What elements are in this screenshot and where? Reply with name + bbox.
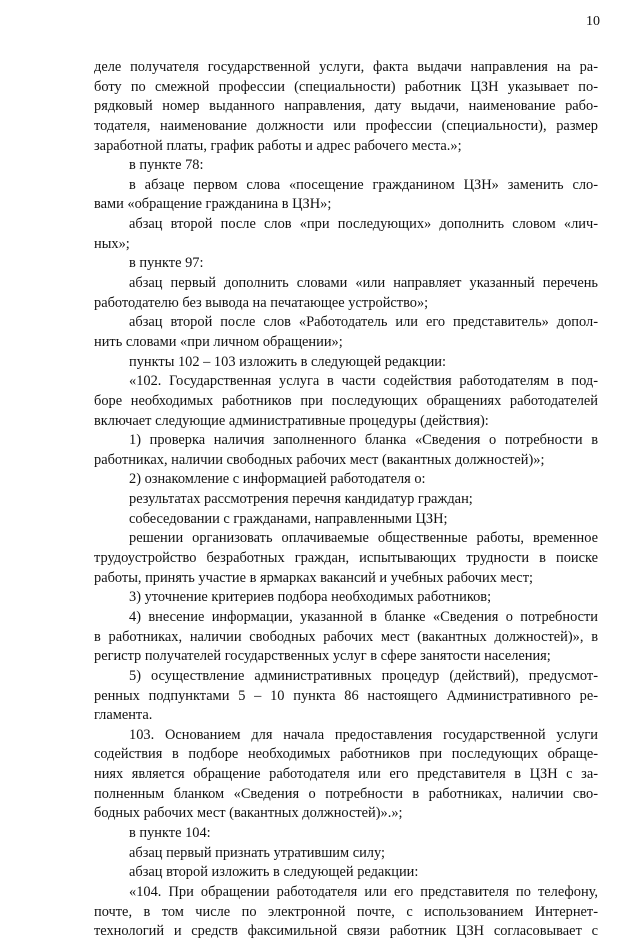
text-line: 2) ознакомление с информацией работодателя о:	[129, 471, 426, 488]
text-line: регистр получателей государственных услуг в сфере занятости населения;	[94, 648, 551, 665]
text-line: абзац первый признать утратившим силу;	[129, 844, 385, 861]
text-line: гламента.	[94, 707, 153, 724]
text-line: в пункте 78:	[129, 157, 204, 174]
text-line: трудоустройство безработных граждан, испытывающих трудности в поиске	[94, 550, 598, 567]
text-line: 3) уточнение критериев подбора необходимых работников;	[129, 589, 492, 606]
text-line: работниках, наличии свободных рабочих мест (вакантных должностей)»;	[94, 451, 545, 468]
text-line: абзац второй изложить в следующей редакции:	[129, 864, 419, 881]
text-line: 1) проверка наличия заполненного бланка «Сведения о потребности в	[129, 432, 598, 449]
text-line: полненным бланком «Сведения о потребности в работниках, наличии сво-	[94, 785, 598, 802]
text-line: абзац второй после слов «при последующих» дополнить словом «лич-	[129, 216, 598, 233]
text-line: 103. Основанием для начала предоставления государственной услуги	[129, 726, 598, 743]
text-line: в пункте 104:	[129, 824, 211, 841]
text-line: абзац первый дополнить словами «или направляет указанный перечень	[129, 275, 598, 292]
text-line: работодателю без вывода на печатающее устройство»;	[94, 294, 429, 311]
text-line: пункты 102 – 103 изложить в следующей редакции:	[129, 353, 447, 370]
text-line: ниях является обращение работодателя или его представителя в ЦЗН с за-	[94, 766, 598, 783]
page-number: 10	[586, 14, 600, 29]
text-line: деле получателя государственной услуги, факта выдачи направления на ра-	[94, 59, 598, 75]
text-line: «104. При обращении работодателя или его представителя по телефону,	[129, 883, 598, 900]
text-line: тодателя, наименование должности или профессии (специальности), размер	[94, 117, 598, 134]
text-line: ных»;	[94, 235, 130, 252]
text-line: решении организовать оплачиваемые общественные работы, временное	[129, 530, 598, 547]
text-line: боту по смежной профессии (специальности) работник ЦЗН указывает по-	[94, 78, 598, 95]
text-line: абзац второй после слов «Работодатель или его представитель» допол-	[129, 314, 598, 331]
text-line: в пункте 97:	[129, 255, 204, 272]
text-line: нить словами «при личном обращении»;	[94, 333, 343, 350]
text-line: содействия в подборе необходимых работников при последующих обраще-	[94, 746, 598, 763]
document-body	[94, 58, 598, 942]
text-line: в абзаце первом слова «посещение гражданином ЦЗН» заменить сло-	[129, 176, 598, 193]
text-line: заработной платы, график работы и адрес рабочего места.»;	[94, 137, 462, 154]
text-line: технологий и средств факсимильной связи работник ЦЗН согласовывает с	[94, 923, 598, 940]
text-line: в работниках, наличии свободных рабочих мест (вакантных должностей)», в	[94, 628, 598, 645]
text-line: почте, в том числе по электронной почте, с использованием Интернет-	[94, 903, 598, 920]
text-line: бодных рабочих мест (вакантных должностей)».»;	[94, 805, 403, 822]
text-line: включает следующие административные процедуры (действия):	[94, 412, 489, 429]
text-line: боре необходимых работников при последующих обращениях работодателей	[94, 392, 598, 409]
text-line: работы, принять участие в ярмарках вакансий и учебных рабочих мест;	[94, 569, 533, 586]
text-line: 5) осуществление административных процедур (действий), предусмот-	[129, 667, 598, 684]
text-line: рядковый номер выданного направления, дату выдачи, наименование рабо-	[94, 98, 598, 115]
text-line: вами «обращение гражданина в ЦЗН»;	[94, 196, 332, 213]
text-line: 4) внесение информации, указанной в бланке «Сведения о потребности	[129, 608, 598, 625]
text-line: результатах рассмотрения перечня кандидатур граждан;	[129, 491, 473, 508]
text-line: собеседовании с гражданами, направленными ЦЗН;	[129, 510, 448, 527]
text-line: ренных подпунктами 5 – 10 пункта 86 настоящего Административного ре-	[94, 687, 598, 704]
text-line: «102. Государственная услуга в части содействия работодателям в под-	[129, 373, 598, 390]
